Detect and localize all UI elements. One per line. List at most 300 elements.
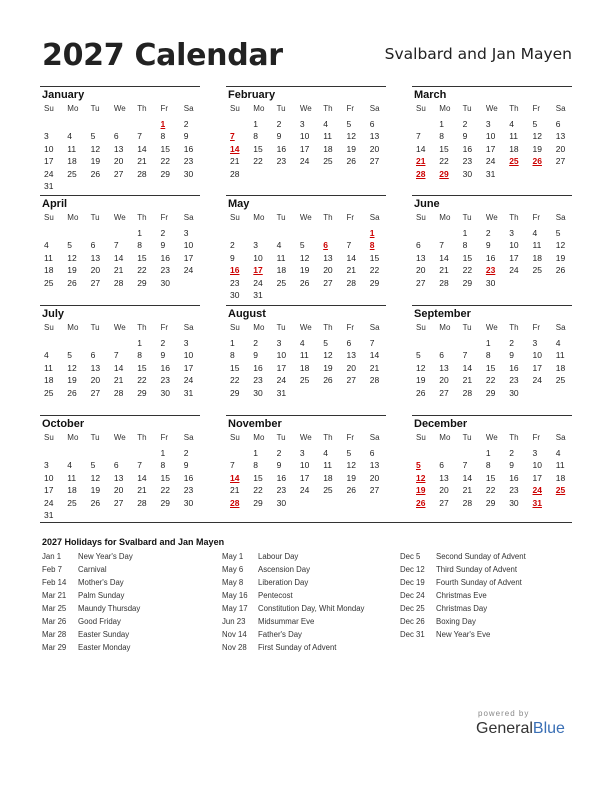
- calendar-day: 6: [113, 460, 119, 471]
- weekday-header: Mo: [439, 104, 451, 113]
- calendar-day: 17: [44, 485, 54, 496]
- calendar-day: 16: [276, 143, 287, 154]
- calendar-day: 28: [113, 277, 124, 288]
- calendar-day: 13: [369, 131, 380, 142]
- weekday-header: Sa: [369, 433, 380, 442]
- weekday-header: Th: [323, 104, 333, 113]
- calendar-day: 18: [67, 485, 77, 496]
- calendar-day: 14: [369, 350, 380, 361]
- calendar-day: 17: [183, 362, 194, 373]
- calendar-day: 10: [299, 131, 310, 142]
- calendar-day: 10: [532, 350, 542, 361]
- weekday-header: Th: [137, 213, 147, 222]
- calendar-day: 14: [137, 143, 147, 154]
- calendar-day: 18: [555, 362, 566, 373]
- weekday-header: Mo: [253, 323, 265, 332]
- calendar-day: 11: [67, 143, 77, 154]
- month-name: July: [42, 308, 65, 320]
- brand-part-blue: Blue: [532, 720, 565, 737]
- calendar-day: 16: [509, 362, 519, 373]
- calendar-day: 26: [90, 497, 101, 508]
- holidays-title: 2027 Holidays for Svalbard and Jan Mayen: [42, 537, 225, 547]
- weekday-header: Sa: [183, 433, 194, 442]
- weekday-header: Th: [137, 323, 147, 332]
- holiday-day: 14: [230, 143, 240, 154]
- weekday-header: Mo: [253, 433, 265, 442]
- calendar-day: 24: [485, 156, 496, 167]
- weekday-header: Sa: [369, 323, 380, 332]
- calendar-day: 25: [67, 168, 77, 179]
- calendar-day: 3: [509, 228, 514, 238]
- calendar-day: 14: [137, 472, 147, 483]
- weekday-header: Tu: [90, 213, 100, 222]
- calendar-day: 18: [44, 375, 54, 386]
- weekday-header: Su: [44, 104, 54, 113]
- calendar-day: 26: [67, 277, 77, 288]
- weekday-header: We: [299, 104, 312, 113]
- calendar-day: 14: [462, 362, 473, 373]
- calendar-day: 5: [67, 240, 73, 251]
- calendar-day: 6: [439, 460, 445, 471]
- calendar-day: 30: [509, 497, 519, 508]
- calendar-day: 1: [462, 228, 468, 238]
- calendar-day: 2: [253, 338, 259, 348]
- holiday-day: 26: [416, 497, 426, 508]
- month-divider: [226, 305, 386, 306]
- month-december: [412, 415, 572, 523]
- holiday-day: 16: [230, 265, 240, 276]
- holiday-day: 7: [230, 131, 235, 142]
- holiday-date: Mar 21: [42, 591, 67, 600]
- holiday-date: May 6: [222, 565, 244, 574]
- calendar-day: 22: [137, 375, 147, 386]
- calendar-day: 6: [416, 240, 421, 251]
- calendar-day: 18: [323, 143, 333, 154]
- calendar-day: 5: [67, 350, 73, 361]
- calendar-day: 26: [323, 375, 333, 386]
- calendar-day: 24: [299, 156, 310, 167]
- calendar-day: 28: [137, 168, 147, 179]
- calendar-day: 8: [462, 240, 468, 251]
- calendar-day: 16: [160, 362, 170, 373]
- calendar-day: 17: [276, 362, 287, 373]
- weekday-header: We: [113, 104, 126, 113]
- month-divider: [226, 415, 386, 416]
- calendar-day: 6: [369, 448, 375, 458]
- holiday-date: Jun 23: [222, 617, 246, 626]
- calendar-day: 1: [230, 338, 235, 348]
- calendar-day: 17: [485, 143, 496, 154]
- calendar-day: 6: [439, 350, 445, 361]
- holiday-day: 28: [416, 168, 426, 179]
- calendar-day: 29: [485, 387, 496, 398]
- holiday-name: Christmas Day: [436, 604, 488, 613]
- calendar-day: 15: [253, 143, 263, 154]
- weekday-header: Tu: [462, 323, 472, 332]
- calendar-day: 18: [44, 265, 54, 276]
- month-name: January: [42, 89, 85, 101]
- calendar-day: 7: [439, 240, 445, 251]
- calendar-day: 25: [323, 485, 333, 496]
- calendar-day: 27: [555, 156, 566, 167]
- holiday-date: Feb 14: [42, 578, 67, 587]
- weekday-header: Mo: [67, 323, 79, 332]
- weekday-header: Su: [44, 213, 54, 222]
- calendar-day: 3: [183, 338, 189, 348]
- calendar-day: 24: [183, 265, 194, 276]
- calendar-day: 17: [509, 252, 519, 263]
- holiday-date: May 1: [222, 552, 244, 561]
- weekday-header: Th: [509, 433, 519, 442]
- calendar-day: 16: [183, 472, 194, 483]
- holiday-name: Labour Day: [258, 552, 299, 561]
- calendar-day: 2: [160, 228, 166, 238]
- calendar-day: 17: [299, 143, 310, 154]
- weekday-header: We: [299, 433, 312, 442]
- calendar-day: 14: [462, 472, 473, 483]
- holiday-day: 12: [416, 472, 426, 483]
- calendar-day: 1: [160, 448, 166, 458]
- calendar-day: 23: [183, 485, 194, 496]
- calendar-day: 26: [346, 156, 356, 167]
- calendar-day: 19: [90, 156, 101, 167]
- calendar-day: 10: [276, 350, 287, 361]
- calendar-day: 17: [44, 156, 54, 167]
- holiday-day: 26: [532, 156, 542, 167]
- calendar-day: 10: [183, 350, 194, 361]
- weekday-header: Mo: [253, 104, 265, 113]
- weekday-header: Fr: [346, 213, 355, 222]
- calendar-day: 21: [346, 265, 356, 276]
- weekday-header: Su: [44, 433, 54, 442]
- calendar-day: 31: [183, 387, 194, 398]
- calendar-day: 14: [346, 252, 356, 263]
- weekday-header: Tu: [276, 104, 286, 113]
- calendar-day: 13: [323, 252, 333, 263]
- holiday-day: 29: [439, 168, 449, 179]
- calendar-day: 8: [439, 131, 445, 142]
- holiday-date: Dec 24: [400, 591, 425, 600]
- calendar-day: 15: [485, 472, 496, 483]
- calendar-day: 15: [137, 252, 147, 263]
- calendar-day: 15: [137, 362, 147, 373]
- holiday-date: Mar 29: [42, 643, 67, 652]
- calendar-day: 8: [137, 240, 142, 251]
- calendar-day: 9: [509, 460, 514, 471]
- holiday-name: Palm Sunday: [78, 591, 125, 600]
- calendar-day: 5: [299, 240, 305, 251]
- calendar-day: 12: [67, 362, 77, 373]
- calendar-day: 27: [416, 277, 426, 288]
- calendar-day: 31: [485, 168, 496, 179]
- calendar-day: 27: [346, 375, 356, 386]
- calendar-day: 13: [416, 252, 426, 263]
- calendar-day: 9: [276, 131, 282, 142]
- weekday-header: Th: [137, 104, 147, 113]
- calendar-day: 11: [44, 252, 53, 263]
- calendar-day: 4: [509, 119, 514, 129]
- calendar-day: 20: [369, 143, 380, 154]
- calendar-day: 24: [532, 375, 542, 386]
- calendar-day: 28: [439, 277, 449, 288]
- calendar-day: 10: [44, 472, 54, 483]
- calendar-day: 26: [555, 265, 566, 276]
- calendar-day: 20: [323, 265, 333, 276]
- calendar-day: 5: [555, 228, 561, 238]
- calendar-day: 15: [462, 252, 473, 263]
- calendar-day: 20: [439, 485, 449, 496]
- calendar-day: 22: [160, 156, 170, 167]
- country-name: Svalbard and Jan Mayen: [384, 45, 572, 63]
- holiday-day: 1: [160, 119, 166, 129]
- calendar-day: 5: [323, 338, 328, 348]
- calendar-day: 27: [323, 277, 333, 288]
- calendar-day: 31: [276, 387, 287, 398]
- weekday-header: We: [113, 323, 126, 332]
- calendar-day: 13: [369, 460, 380, 471]
- calendar-day: 26: [346, 485, 356, 496]
- calendar-day: 30: [183, 168, 194, 179]
- calendar-day: 20: [113, 485, 124, 496]
- month-name: December: [414, 418, 468, 430]
- weekday-header: Mo: [67, 433, 79, 442]
- calendar-day: 30: [276, 497, 287, 508]
- holiday-name: Boxing Day: [436, 617, 476, 626]
- calendar-day: 26: [90, 168, 101, 179]
- calendar-day: 21: [137, 485, 147, 496]
- calendar-day: 22: [439, 156, 449, 167]
- calendar-day: 8: [230, 350, 235, 361]
- weekday-header: Tu: [462, 433, 472, 442]
- calendar-day: 8: [137, 350, 142, 361]
- calendar-day: 28: [137, 497, 147, 508]
- calendar-day: 30: [183, 497, 194, 508]
- calendar-day: 18: [323, 472, 333, 483]
- weekday-header: Su: [44, 323, 54, 332]
- calendar-day: 21: [230, 156, 240, 167]
- calendar-day: 2: [509, 448, 514, 458]
- weekday-header: Th: [509, 104, 519, 113]
- calendar-day: 1: [439, 119, 445, 129]
- calendar-day: 13: [439, 362, 449, 373]
- calendar-day: 11: [276, 252, 286, 263]
- calendar-day: 31: [44, 510, 54, 520]
- calendar-day: 4: [532, 228, 538, 238]
- calendar-day: 21: [137, 156, 147, 167]
- calendar-day: 27: [369, 485, 380, 496]
- month-divider: [412, 86, 572, 87]
- calendar-day: 6: [113, 131, 119, 142]
- month-name: October: [42, 418, 85, 430]
- weekday-header: We: [485, 213, 498, 222]
- weekday-header: Tu: [462, 213, 472, 222]
- calendar-day: 18: [276, 265, 287, 276]
- holiday-day: 5: [416, 460, 421, 471]
- calendar-day: 23: [276, 485, 287, 496]
- weekday-header: Mo: [253, 213, 265, 222]
- holiday-day: 17: [253, 265, 263, 276]
- holiday-day: 14: [230, 472, 240, 483]
- calendar-day: 21: [113, 265, 124, 276]
- holiday-name: Midsummar Eve: [258, 617, 315, 626]
- weekday-header: Sa: [555, 104, 566, 113]
- calendar-day: 4: [299, 338, 305, 348]
- calendar-day: 12: [555, 240, 566, 251]
- calendar-day: 12: [532, 131, 542, 142]
- weekday-header: Tu: [276, 323, 286, 332]
- weekday-header: Sa: [183, 323, 194, 332]
- brand-part-general: General: [476, 720, 533, 737]
- month-divider: [412, 195, 572, 196]
- calendar-day: 11: [555, 350, 565, 361]
- calendar-day: 10: [183, 240, 194, 251]
- calendar-day: 22: [485, 485, 496, 496]
- calendar-day: 4: [323, 119, 328, 129]
- weekday-header: We: [485, 433, 498, 442]
- weekday-header: Fr: [160, 213, 169, 222]
- calendar-day: 13: [90, 252, 101, 263]
- calendar-day: 7: [346, 240, 352, 251]
- calendar-day: 25: [299, 375, 310, 386]
- calendar-day: 21: [462, 375, 473, 386]
- holiday-date: Dec 5: [400, 552, 421, 561]
- calendar-day: 25: [532, 265, 542, 276]
- calendar-day: 24: [44, 168, 54, 179]
- calendar-day: 23: [230, 277, 240, 288]
- calendar-day: 20: [416, 265, 426, 276]
- holiday-day: 21: [416, 156, 426, 167]
- month-divider: [226, 86, 386, 87]
- weekday-header: Tu: [462, 104, 472, 113]
- holiday-date: Jan 1: [42, 552, 62, 561]
- month-name: September: [414, 308, 471, 320]
- holiday-name: Pentecost: [258, 591, 293, 600]
- holiday-name: Maundy Thursday: [78, 604, 141, 613]
- holiday-name: Constitution Day, Whit Monday: [258, 604, 365, 613]
- calendar-day: 12: [416, 362, 426, 373]
- month-name: August: [228, 308, 266, 320]
- calendar-day: 16: [253, 362, 263, 373]
- powered-by-label: powered by: [478, 709, 530, 718]
- holiday-day: 6: [323, 240, 328, 251]
- calendar-day: 4: [555, 448, 561, 458]
- weekday-header: Th: [137, 433, 147, 442]
- calendar-day: 15: [253, 472, 263, 483]
- brand-logo[interactable]: [476, 720, 565, 738]
- calendar-day: 27: [113, 168, 124, 179]
- calendar-day: 24: [253, 277, 263, 288]
- calendar-day: 14: [416, 143, 426, 154]
- calendar-day: 17: [183, 252, 194, 263]
- month-september: [412, 305, 572, 413]
- calendar-day: 19: [555, 252, 566, 263]
- calendar-day: 3: [253, 240, 259, 251]
- calendar-day: 19: [323, 362, 333, 373]
- month-divider: [40, 305, 200, 306]
- calendar-day: 30: [485, 277, 496, 288]
- holiday-date: May 16: [222, 591, 248, 600]
- weekday-header: We: [299, 213, 312, 222]
- holiday-name: Carnival: [78, 565, 107, 574]
- weekday-header: Th: [509, 213, 519, 222]
- calendar-day: 1: [137, 338, 142, 348]
- calendar-day: 10: [509, 240, 519, 251]
- calendar-day: 28: [230, 168, 240, 179]
- calendar-day: 30: [509, 387, 519, 398]
- calendar-day: 30: [160, 387, 170, 398]
- calendar-day: 27: [90, 277, 101, 288]
- calendar-day: 24: [183, 375, 194, 386]
- calendar-day: 14: [113, 252, 124, 263]
- calendar-day: 7: [369, 338, 375, 348]
- holiday-name: Christmas Eve: [436, 591, 487, 600]
- calendar-day: 26: [67, 387, 77, 398]
- calendar-day: 21: [439, 265, 449, 276]
- weekday-header: Tu: [276, 213, 286, 222]
- calendar-day: 4: [276, 240, 282, 251]
- holiday-date: Dec 19: [400, 578, 425, 587]
- calendar-day: 11: [555, 460, 565, 471]
- weekday-header: Mo: [67, 104, 79, 113]
- calendar-day: 23: [509, 375, 519, 386]
- calendar-day: 4: [323, 448, 328, 458]
- calendar-day: 1: [485, 448, 491, 458]
- holiday-day: 8: [369, 240, 375, 251]
- calendar-day: 22: [137, 265, 147, 276]
- calendar-day: 3: [299, 119, 305, 129]
- calendar-day: 23: [160, 375, 170, 386]
- holiday-date: Dec 25: [400, 604, 425, 613]
- weekday-header: We: [485, 104, 498, 113]
- holiday-day: 19: [416, 485, 426, 496]
- calendar-day: 18: [555, 472, 566, 483]
- calendar-day: 3: [44, 131, 49, 142]
- calendar-day: 18: [509, 143, 519, 154]
- calendar-day: 12: [90, 472, 101, 483]
- month-name: November: [228, 418, 282, 430]
- weekday-header: Sa: [183, 213, 194, 222]
- weekday-header: Th: [323, 213, 333, 222]
- calendar-day: 1: [253, 448, 259, 458]
- weekday-header: Tu: [90, 323, 100, 332]
- calendar-day: 10: [485, 131, 496, 142]
- calendar-day: 29: [137, 277, 147, 288]
- calendar-day: 8: [485, 460, 491, 471]
- holiday-date: Dec 12: [400, 565, 425, 574]
- holiday-name: Father's Day: [258, 630, 302, 639]
- month-divider: [40, 415, 200, 416]
- holiday-day: 25: [555, 485, 566, 496]
- calendar-day: 9: [160, 350, 166, 361]
- calendar-day: 19: [67, 375, 77, 386]
- calendar-day: 25: [323, 156, 333, 167]
- calendar-day: 20: [346, 362, 356, 373]
- calendar-day: 15: [439, 143, 449, 154]
- calendar-day: 12: [346, 460, 356, 471]
- calendar-day: 29: [137, 387, 147, 398]
- calendar-day: 28: [369, 375, 380, 386]
- calendar-day: 5: [90, 131, 96, 142]
- month-divider: [412, 415, 572, 416]
- calendar-day: 2: [485, 228, 491, 238]
- weekday-header: Fr: [346, 104, 355, 113]
- calendar-day: 11: [323, 131, 333, 142]
- holiday-date: May 17: [222, 604, 248, 613]
- calendar-day: 9: [230, 252, 235, 263]
- calendar-day: 16: [485, 252, 496, 263]
- holiday-date: Dec 31: [400, 630, 425, 639]
- weekday-header: We: [113, 213, 126, 222]
